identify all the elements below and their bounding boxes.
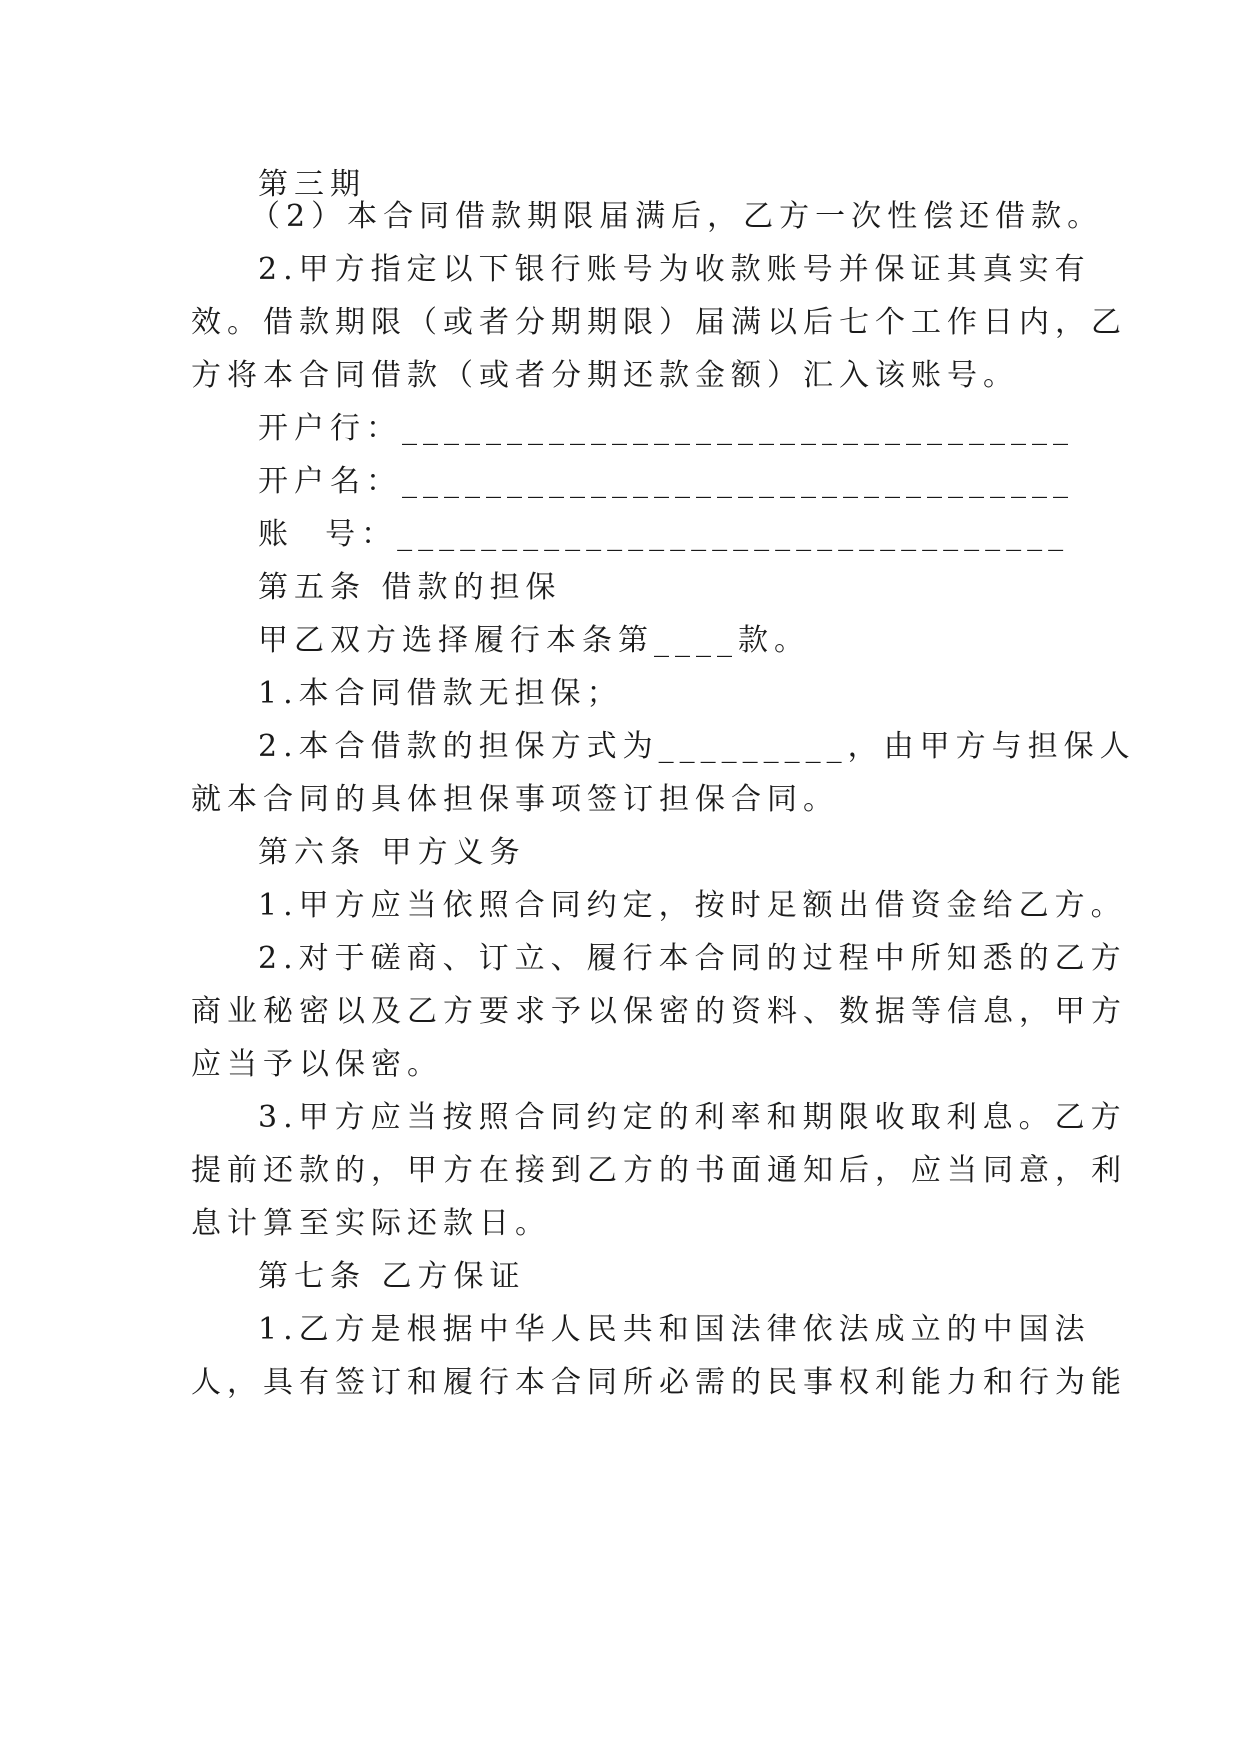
bank-account-clause-line-3: 方将本合同借款（或者分期还款金额）汇入该账号。 [191,358,1019,393]
lender-duty-2-line-1: 2.对于磋商、订立、履行本合同的过程中所知悉的乙方 [258,941,1127,976]
article-7-heading: 第七条 乙方保证 [258,1259,526,1294]
guarantee-option-1: 1.本合同借款无担保； [258,676,623,711]
guarantee-option-2-line-1: 2.本合借款的担保方式为_________，由甲方与担保人 [258,729,1136,764]
lender-duty-3-line-3: 息计算至实际还款日。 [191,1206,551,1241]
account-number-field: 账 号：________________________________ [258,517,1070,552]
repayment-clause-2: （2）本合同借款期限届满后，乙方一次性偿还借款。 [250,199,1104,234]
borrower-warranty-1-line-1: 1.乙方是根据中华人民共和国法律依法成立的中国法 [258,1312,1091,1347]
lender-duty-3-line-1: 3.甲方应当按照合同约定的利率和期限收取利息。乙方 [258,1100,1127,1135]
lender-duty-2-line-3: 应当予以保密。 [191,1047,443,1082]
bank-name-field: 开户行：________________________________ [258,411,1074,446]
lender-duty-2-line-2: 商业秘密以及乙方要求予以保密的资料、数据等信息，甲方 [191,994,1127,1029]
installment-heading: 第三期 [258,167,366,202]
lender-duty-3-line-2: 提前还款的，甲方在接到乙方的书面通知后，应当同意，利 [191,1153,1127,1188]
article-5-heading: 第五条 借款的担保 [258,570,562,605]
borrower-warranty-1-line-2: 人，具有签订和履行本合同所必需的民事权利能力和行为能 [191,1365,1127,1400]
article-6-heading: 第六条 甲方义务 [258,835,526,870]
guarantee-option-2-line-2: 就本合同的具体担保事项签订担保合同。 [191,782,839,817]
bank-account-clause-line-2: 效。借款期限（或者分期期限）届满以后七个工作日内，乙 [191,305,1127,340]
account-name-field: 开户名：________________________________ [258,464,1074,499]
bank-account-clause-line-1: 2.甲方指定以下银行账号为收款账号并保证其真实有 [258,252,1091,287]
guarantee-choice: 甲乙双方选择履行本条第____款。 [258,623,810,658]
lender-duty-1: 1.甲方应当依照合同约定，按时足额出借资金给乙方。 [258,888,1127,923]
